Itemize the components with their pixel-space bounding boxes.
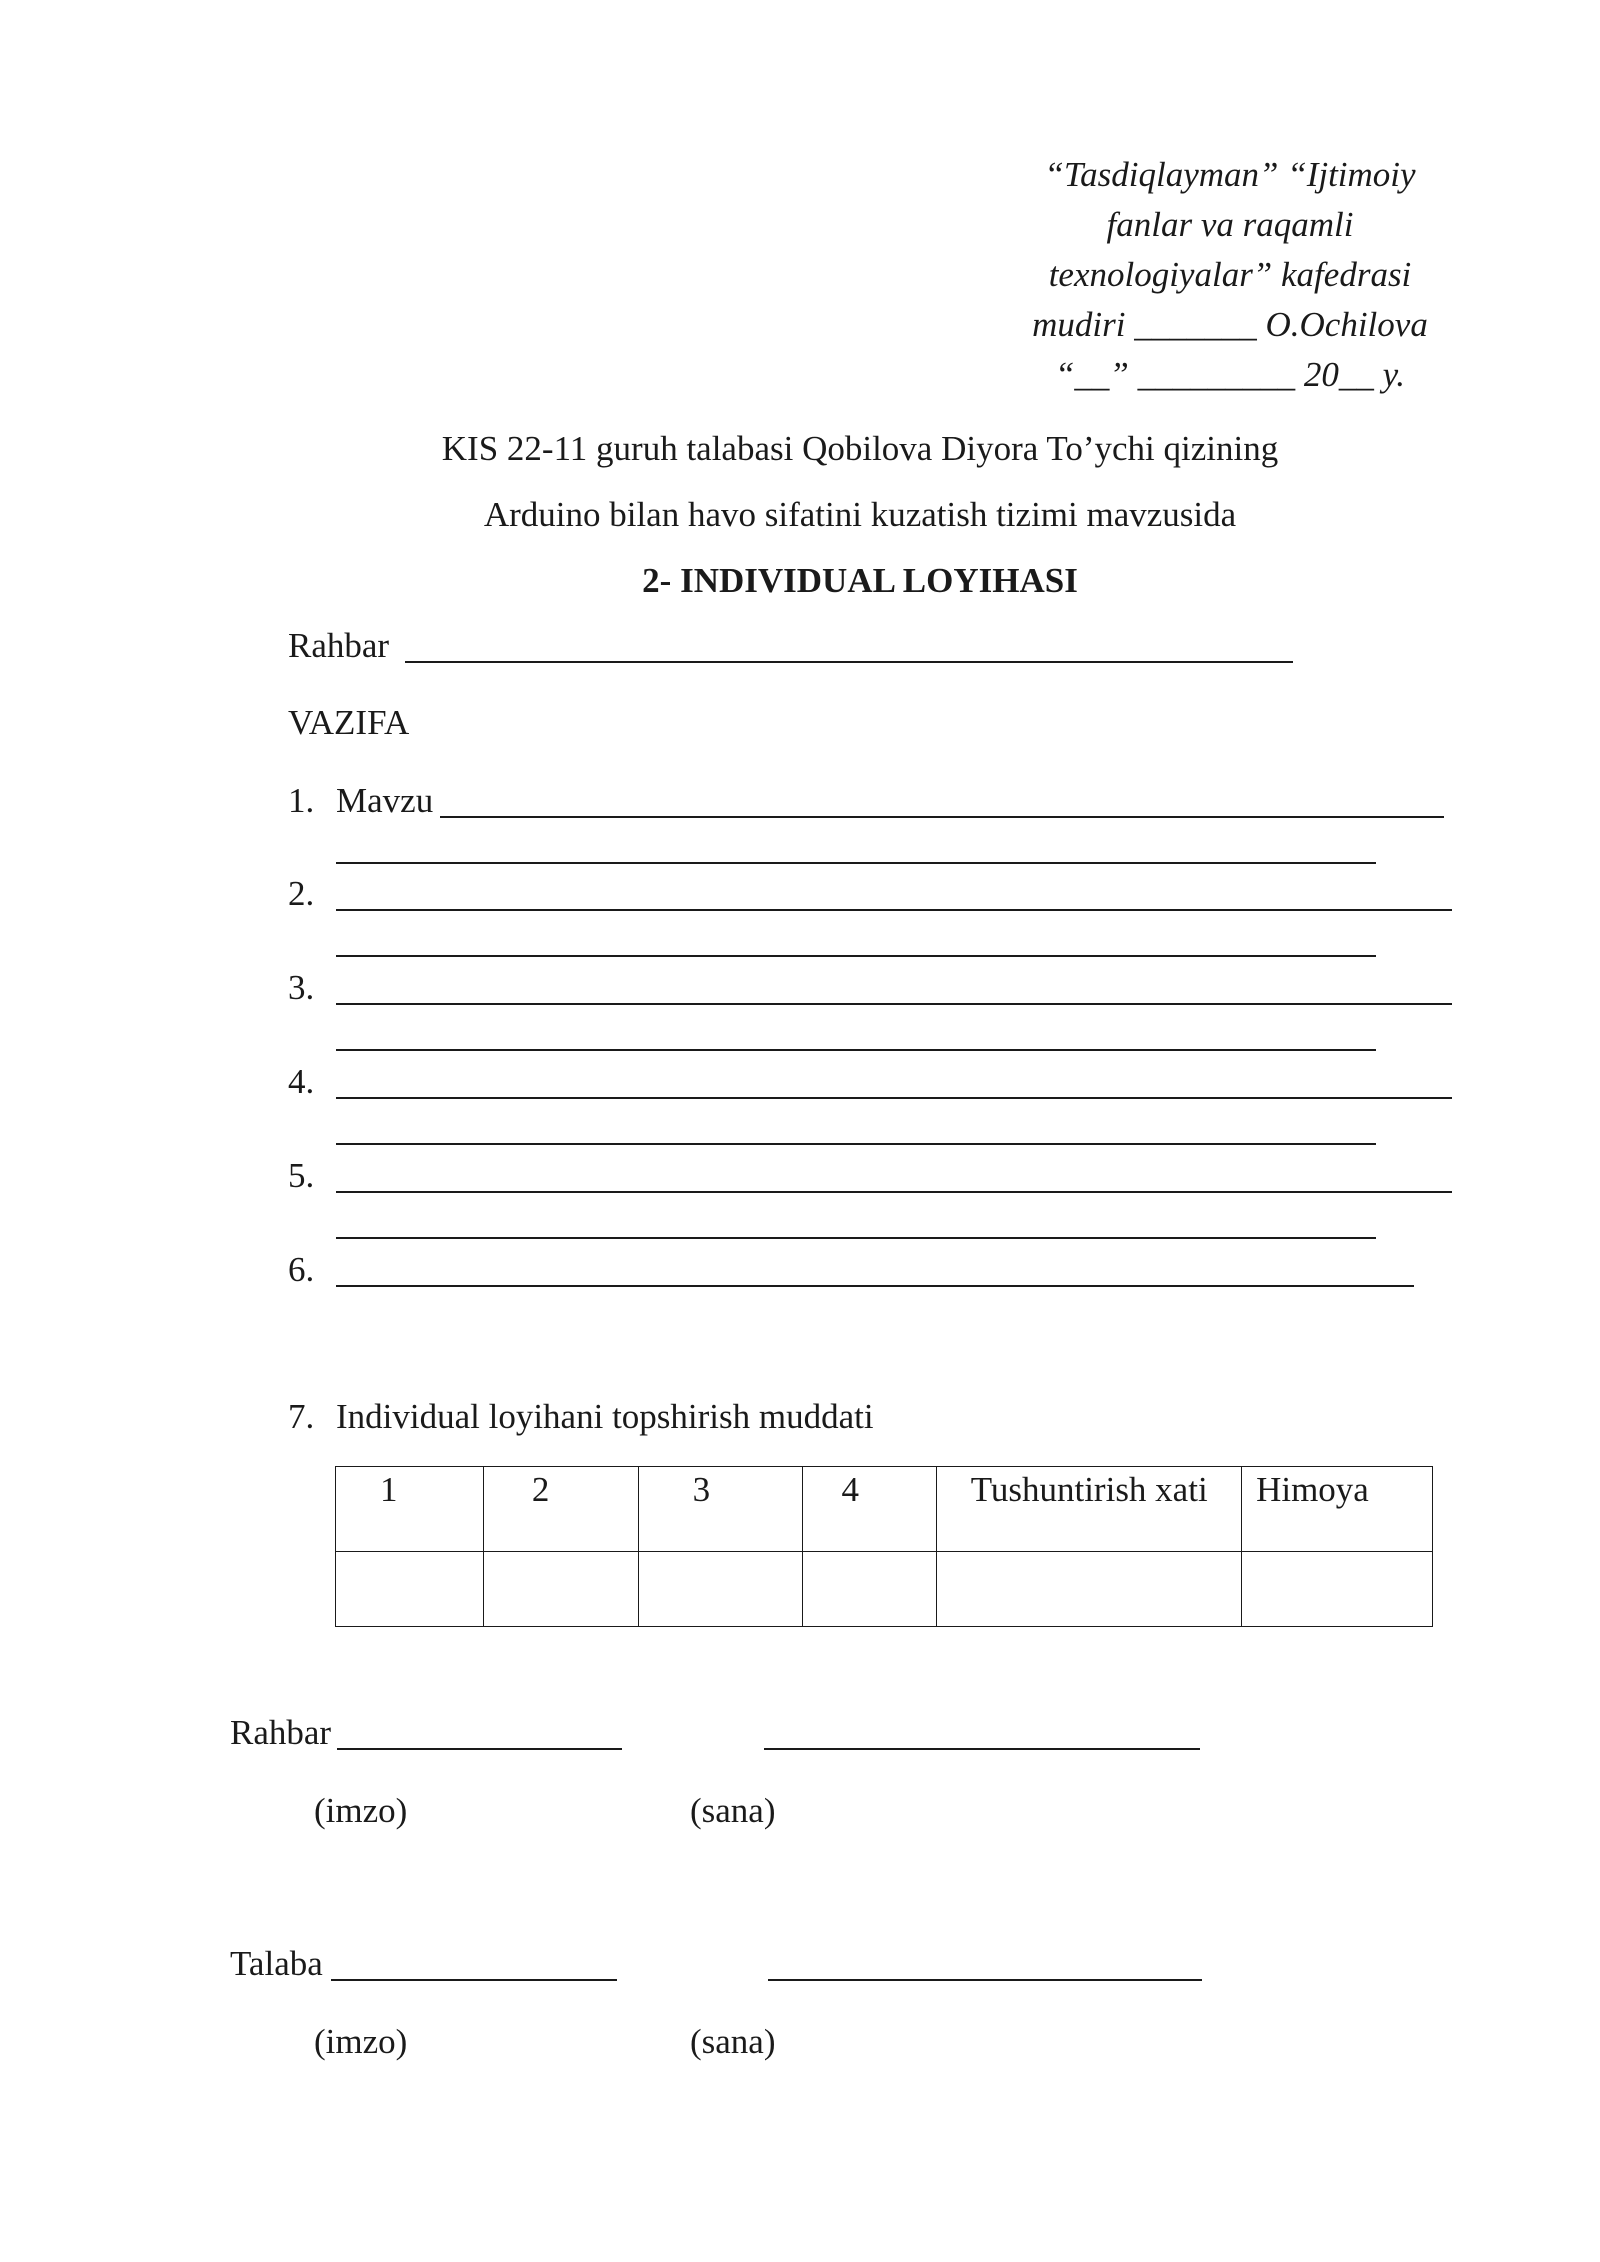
task-3-line-b — [336, 1049, 1376, 1051]
deadline-cell-4[interactable] — [803, 1552, 937, 1627]
talaba-signature-line — [331, 1979, 617, 1981]
approval-block — [1000, 150, 1460, 400]
deadline-value-row — [336, 1552, 1433, 1627]
task-number-5: 5. — [288, 1156, 315, 1195]
talaba-signature-caption: (imzo) — [314, 2022, 408, 2061]
topic-line: Arduino bilan havo sifatini kuzatish tizimi mavzusida — [483, 495, 1237, 534]
deadline-cell-defense[interactable] — [1242, 1552, 1433, 1627]
approval-line-4: mudiri _______ O.Ochilova — [1032, 305, 1428, 344]
rahbar-label: Rahbar — [288, 626, 390, 665]
rahbar-date-line — [764, 1748, 1200, 1750]
rahbar-fill-line — [405, 661, 1293, 663]
student-line: KIS 22-11 guruh talabasi Qobilova Diyora To’ychi qizining — [441, 429, 1279, 468]
rahbar-signature-line — [337, 1748, 622, 1750]
task-number-1: 1. — [288, 781, 315, 820]
task-2-line-b — [336, 955, 1376, 957]
deadline-cell-1[interactable] — [336, 1552, 484, 1627]
task-5-line-b — [336, 1237, 1376, 1239]
task-1-line-a — [440, 816, 1444, 818]
task-6-line-a — [336, 1285, 1414, 1287]
deadline-header-3: 3 — [638, 1467, 803, 1552]
task-number-3: 3. — [288, 968, 315, 1007]
rahbar-signature-caption: (imzo) — [314, 1791, 408, 1830]
deadline-cell-explanatory-note[interactable] — [937, 1552, 1242, 1627]
rahbar-date-caption: (sana) — [690, 1791, 776, 1830]
task-number-2: 2. — [288, 874, 315, 913]
deadline-label: Individual loyihani topshirish muddati — [336, 1397, 874, 1436]
task-4-line-a — [336, 1097, 1452, 1099]
task-number-6: 6. — [288, 1250, 315, 1289]
approval-line-1: “Tasdiqlayman” “Ijtimoiy — [1044, 155, 1416, 194]
deadline-cell-3[interactable] — [638, 1552, 803, 1627]
signature-role-rahbar: Rahbar — [230, 1713, 332, 1752]
task-number-4: 4. — [288, 1062, 315, 1101]
task-3-line-a — [336, 1003, 1452, 1005]
deadline-header-explanatory-note: Tushuntirish xati — [937, 1467, 1242, 1552]
task-label-1: Mavzu — [336, 781, 434, 820]
deadline-header-defense: Himoya — [1242, 1467, 1433, 1552]
deadline-cell-2[interactable] — [483, 1552, 638, 1627]
approval-line-2: fanlar va raqamli — [1106, 205, 1354, 244]
vazifa-heading: VAZIFA — [288, 703, 410, 742]
deadline-header-row — [336, 1467, 1433, 1552]
task-2-line-a — [336, 909, 1452, 911]
approval-line-5: “__” _________ 20__ y. — [1054, 355, 1406, 394]
approval-line-3: texnologiyalar” kafedrasi — [1048, 255, 1412, 294]
task-4-line-b — [336, 1143, 1376, 1145]
signature-role-talaba: Talaba — [230, 1944, 323, 1983]
talaba-date-line — [768, 1979, 1202, 1981]
deadline-table — [335, 1466, 1433, 1627]
deadline-header-1: 1 — [336, 1467, 484, 1552]
deadline-header-2: 2 — [483, 1467, 638, 1552]
document-title: 2- INDIVIDUAL LOYIHASI — [642, 561, 1078, 600]
deadline-header-4: 4 — [803, 1467, 937, 1552]
task-5-line-a — [336, 1191, 1452, 1193]
task-1-line-b — [336, 862, 1376, 864]
deadline-number: 7. — [288, 1397, 315, 1436]
talaba-date-caption: (sana) — [690, 2022, 776, 2061]
